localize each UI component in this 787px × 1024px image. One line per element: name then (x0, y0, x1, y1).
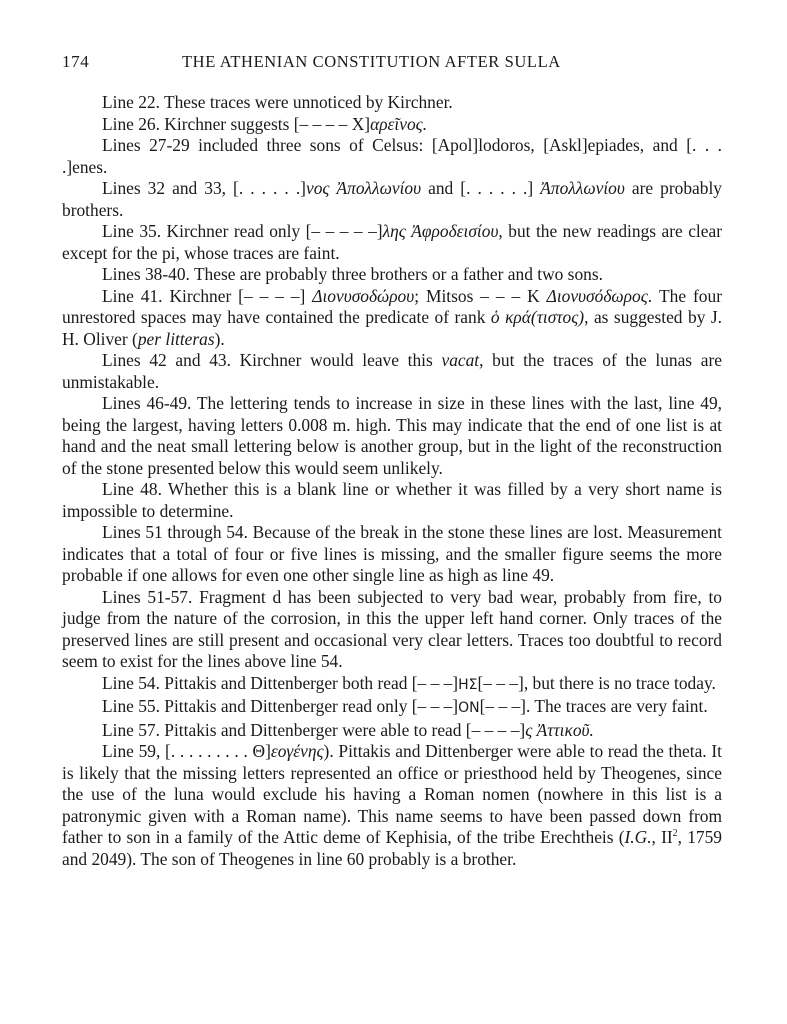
note-lines-27-29: Lines 27-29 included three sons of Celsus: [Apol]lodoros, [Askl]epiades, and [. . . .]enes. (62, 135, 722, 177)
note-lines-42-43: Lines 42 and 43. Kirchner would leave this vacat, but the traces of the lunas are unmistakable. (62, 350, 722, 392)
note-lines-32-33: Lines 32 and 33, [. . . . . .]νος Ἀπολλωνίου and [. . . . . .] Ἀπολλωνίου are probably brothers. (62, 178, 722, 220)
note-lines-38-40: Lines 38-40. These are probably three brothers or a father and two sons. (102, 264, 603, 284)
note-lines-46-49: Lines 46-49. The lettering tends to increase in size in these lines with the last, line 49, being the largest, having letters 0.008 m. high. This may indicate that the end of one list is at hand and the neat small lettering below is another group, but in the light of the reconstruction of the stone presented below this would seem unlikely. (62, 393, 722, 478)
note-line-22: Line 22. These traces were unnoticed by Kirchner. (102, 92, 453, 112)
note-line-57: Line 57. Pittakis and Dittenberger were able to read [– – – –]ς Ἀττικοῦ. (102, 719, 594, 740)
note-lines-51-57: Lines 51-57. Fragment d has been subjected to very bad wear, probably from fire, to judge from the nature of the corrosion, in this the upper left hand corner. Only traces of the preserved lines are still present and occasional very clear letters. Traces too doubtful to record seem to exist for the lines above line 54. (62, 586, 722, 671)
document-page (62, 52, 722, 870)
note-line-54: Line 54. Pittakis and Dittenberger both read [– – –]HΣ[– – –], but there is no trace today. (102, 672, 716, 693)
note-line-55: Line 55. Pittakis and Dittenberger read only [– – –]ON[– – –]. The traces are very faint. (102, 696, 708, 716)
note-line-59: Line 59, [. . . . . . . . . Θ]εογένης). Pittakis and Dittenberger were able to read the theta. It is likely that the missing letters represented an office or priesthood held by Theogenes, since the use of the luna would exclude his having a Roman nomen (nowhere in this list is a patronymic given with a Roman name). This name seems to have been passed down from father to son in a family of the Attic deme of Kephisia, of the tribe Erechtheis (I.G., $II^2$, 1759 and 2049). The son of Theogenes in line 60 probably is a brother. (62, 741, 723, 869)
note-lines-51-54: Lines 51 through 54. Because of the break in the stone these lines are lost. Measurement indicates that a total of four or five lines is missing, and the smaller figure seems the more probable if one allows for even one other single line as high as line 49. (62, 522, 722, 585)
page-number: 174 (62, 52, 90, 71)
note-line-26: Line 26. Kirchner suggests [– – – – X]αρεῖνος. (102, 113, 428, 134)
note-line-35: Line 35. Kirchner read only [– – – – –]λης Ἀφροδεισίου, but the new readings are clear except for the pi, whose traces are faint. (62, 221, 722, 263)
page-header (62, 52, 722, 76)
note-line-48: Line 48. Whether this is a blank line or whether it was filled by a very short name is impossible to determine. (62, 479, 722, 521)
commentary-body (62, 92, 722, 870)
note-line-41: Line 41. Kirchner [– – – –] Διονυσοδώρου; Mitsos – – – K Διονυσόδωρος. The four unrestored spaces may have contained the predicate of rank ὁ κρά(τιστος), as suggested by J. H. Oliver (per litteras). (62, 285, 722, 349)
running-title: THE ATHENIAN CONSTITUTION AFTER SULLA (182, 52, 561, 71)
